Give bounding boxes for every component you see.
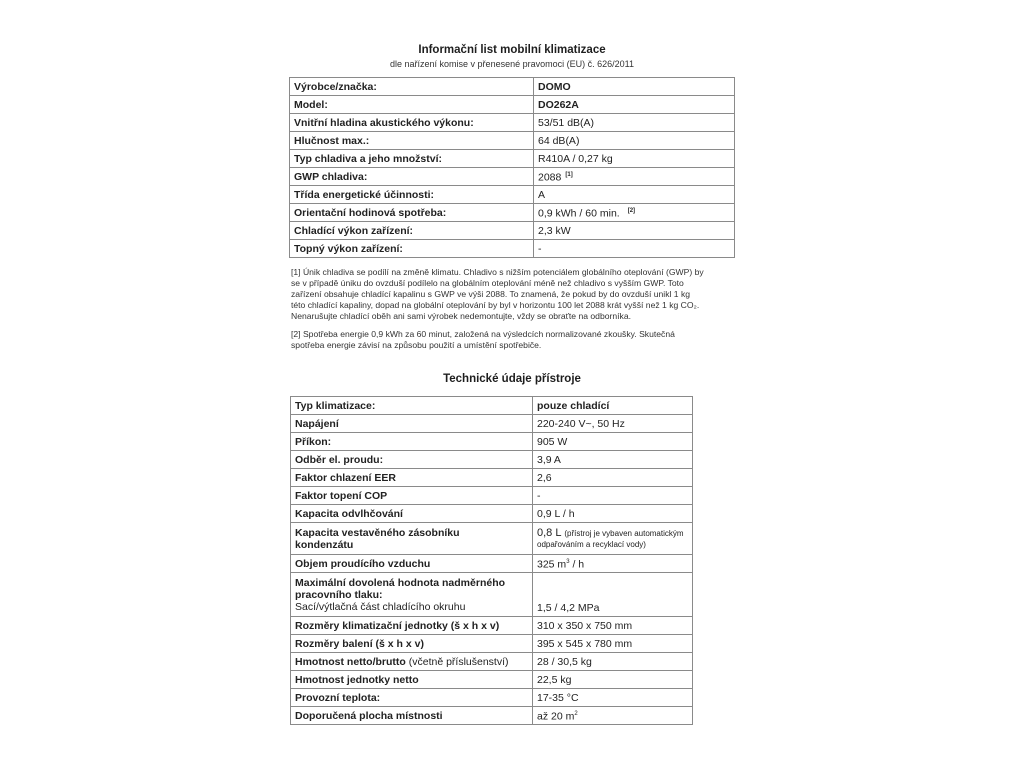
row-label: Rozměry klimatizační jednotky (š x h x v): [291, 617, 533, 635]
row-value: pouze chladící: [533, 397, 693, 415]
footnote-line: spotřeba energie závisí na způsobu použití a umístění spotřebiče.: [291, 340, 542, 350]
row-value: 64 dB(A): [534, 132, 735, 150]
table-row: [290, 96, 735, 114]
value-suffix: / h: [569, 558, 585, 571]
table-row: [291, 397, 693, 415]
row-value: 220-240 V~, 50 Hz: [533, 415, 693, 433]
footnote-1: [291, 267, 741, 322]
label-line: Kapacita vestavěného zásobníku: [295, 526, 460, 539]
row-label: Hlučnost max.:: [290, 132, 534, 150]
info-table: [289, 77, 735, 258]
table-row: [290, 240, 735, 258]
value-superscript: 3: [566, 559, 570, 566]
table-row: [290, 204, 735, 222]
row-value: [533, 555, 693, 573]
table-row: [290, 186, 735, 204]
row-value: 53/51 dB(A): [534, 114, 735, 132]
row-label: Faktor topení COP: [291, 487, 533, 505]
table-row: [291, 617, 693, 635]
footnote-line: [2] Spotřeba energie 0,9 kWh za 60 minut, založená na výsledcích normalizované zkoušky. Skutečná: [291, 329, 675, 339]
row-label: [291, 653, 533, 671]
row-label: Rozměry balení (š x h x v): [291, 635, 533, 653]
footnote-2: [291, 329, 741, 351]
row-value: R410A / 0,27 kg: [534, 150, 735, 168]
label-line: pracovního tlaku:: [295, 588, 383, 601]
row-label: Třída energetické účinnosti:: [290, 186, 534, 204]
row-value: -: [533, 487, 693, 505]
row-value: [533, 707, 693, 725]
row-value: 17-35 °C: [533, 689, 693, 707]
table-row: [290, 78, 735, 96]
row-label: Objem proudícího vzduchu: [291, 555, 533, 573]
table-row: [291, 523, 693, 555]
table-row: [291, 707, 693, 725]
label-text: Hmotnost netto/brutto: [295, 655, 406, 668]
row-value: 22,5 kg: [533, 671, 693, 689]
row-label: Chladící výkon zařízení:: [290, 222, 534, 240]
table-row: [291, 415, 693, 433]
row-value: 0,9 L / h: [533, 505, 693, 523]
label-line: kondenzátu: [295, 538, 354, 551]
value-note: (přístroj je vybaven automatickým: [564, 528, 684, 538]
row-value: 28 / 30,5 kg: [533, 653, 693, 671]
footnote-ref-2: [2]: [627, 208, 636, 215]
row-label: Topný výkon zařízení:: [290, 240, 534, 258]
row-label: Odběr el. proudu:: [291, 451, 533, 469]
row-label: Orientační hodinová spotřeba:: [290, 204, 534, 222]
value-text: 325 m: [537, 558, 567, 571]
table-row: [291, 689, 693, 707]
footnote-ref-1: [1]: [565, 172, 573, 179]
row-value: [533, 523, 693, 555]
table-row: [291, 487, 693, 505]
row-value: 1,5 / 4,2 MPa: [533, 573, 693, 617]
row-value: DO262A: [534, 96, 735, 114]
label-line: Sací/výtlačná část chladícího okruhu: [295, 600, 466, 613]
table-row: [290, 132, 735, 150]
row-label: Vnitřní hladina akustického výkonu:: [290, 114, 534, 132]
footnote-line: zařízení obsahuje chladící kapalinu s GWP ve výši 2088. To znamená, že pokud by do ovzduší unikl 1 kg: [291, 289, 691, 299]
row-label: Typ chladiva a jeho množství:: [290, 150, 534, 168]
row-label: GWP chladiva:: [290, 168, 534, 186]
table-row: [291, 469, 693, 487]
table-row: [291, 555, 693, 573]
row-label: [291, 523, 533, 555]
row-label: Provozní teplota:: [291, 689, 533, 707]
label-line: Maximální dovolená hodnota nadměrného: [295, 576, 506, 589]
row-label: Hmotnost jednotky netto: [291, 671, 533, 689]
document-subtitle: dle nařízení komise v přenesené pravomoci (EU) č. 626/2011: [390, 59, 634, 69]
table-row: [291, 505, 693, 523]
row-value: 2,6: [533, 469, 693, 487]
row-label: Faktor chlazení EER: [291, 469, 533, 487]
table-row: [291, 433, 693, 451]
footnote-line: této chladící kapaliny, dopad na globální oteplování by byl v horizontu 100 let 2088 krát vyšší než 1 kg CO₂.: [291, 300, 700, 310]
value-text: 0,8 L: [537, 526, 562, 539]
row-label: Kapacita odvlhčování: [291, 505, 533, 523]
row-label: Příkon:: [291, 433, 533, 451]
row-label: Typ klimatizace:: [291, 397, 533, 415]
row-value: A: [534, 186, 735, 204]
section-title: Technické údaje přístroje: [443, 373, 581, 385]
footnote-line: Nenarušujte chladící oběh ani sami výrobek nedemontujte, vždy se obraťte na odborníka.: [291, 311, 632, 321]
table-row: [291, 671, 693, 689]
table-row: [290, 150, 735, 168]
row-label: Model:: [290, 96, 534, 114]
table-row: [290, 168, 735, 186]
row-value: [534, 204, 735, 222]
table-row: [291, 653, 693, 671]
label-suffix: (včetně příslušenství): [405, 655, 509, 668]
table-row: [290, 114, 735, 132]
value-text: 2088: [538, 171, 562, 184]
row-value: DOMO: [534, 78, 735, 96]
tech-table: [290, 396, 693, 725]
footnote-line: se v případě úniku do ovzduší podílelo na globálním oteplování méně než chladivo s vyšším GWP. Toto: [291, 278, 684, 288]
footnote-line: [1] Únik chladiva se podílí na změně klimatu. Chladivo s nižším potenciálem globálního oteplování (GWP) by: [291, 267, 704, 277]
value-text: až 20 m: [537, 710, 575, 723]
table-row: [290, 222, 735, 240]
table-row: [291, 451, 693, 469]
document-title: Informační list mobilní klimatizace: [418, 44, 606, 56]
value-superscript: 2: [574, 711, 578, 718]
row-value: 2,3 kW: [534, 222, 735, 240]
table-row: [291, 635, 693, 653]
row-label: Napájení: [291, 415, 533, 433]
row-value: 395 x 545 x 780 mm: [533, 635, 693, 653]
row-value: 310 x 350 x 750 mm: [533, 617, 693, 635]
value-text: 0,9 kWh / 60 min.: [538, 207, 620, 220]
row-value: 905 W: [533, 433, 693, 451]
value-note: odpařováním a recyklací vody): [537, 539, 646, 549]
row-value: -: [534, 240, 735, 258]
row-value: 3,9 A: [533, 451, 693, 469]
row-label: Výrobce/značka:: [290, 78, 534, 96]
table-row: [291, 573, 693, 617]
row-value: [534, 168, 735, 186]
row-label: [291, 573, 533, 617]
row-label: Doporučená plocha místnosti: [291, 707, 533, 725]
